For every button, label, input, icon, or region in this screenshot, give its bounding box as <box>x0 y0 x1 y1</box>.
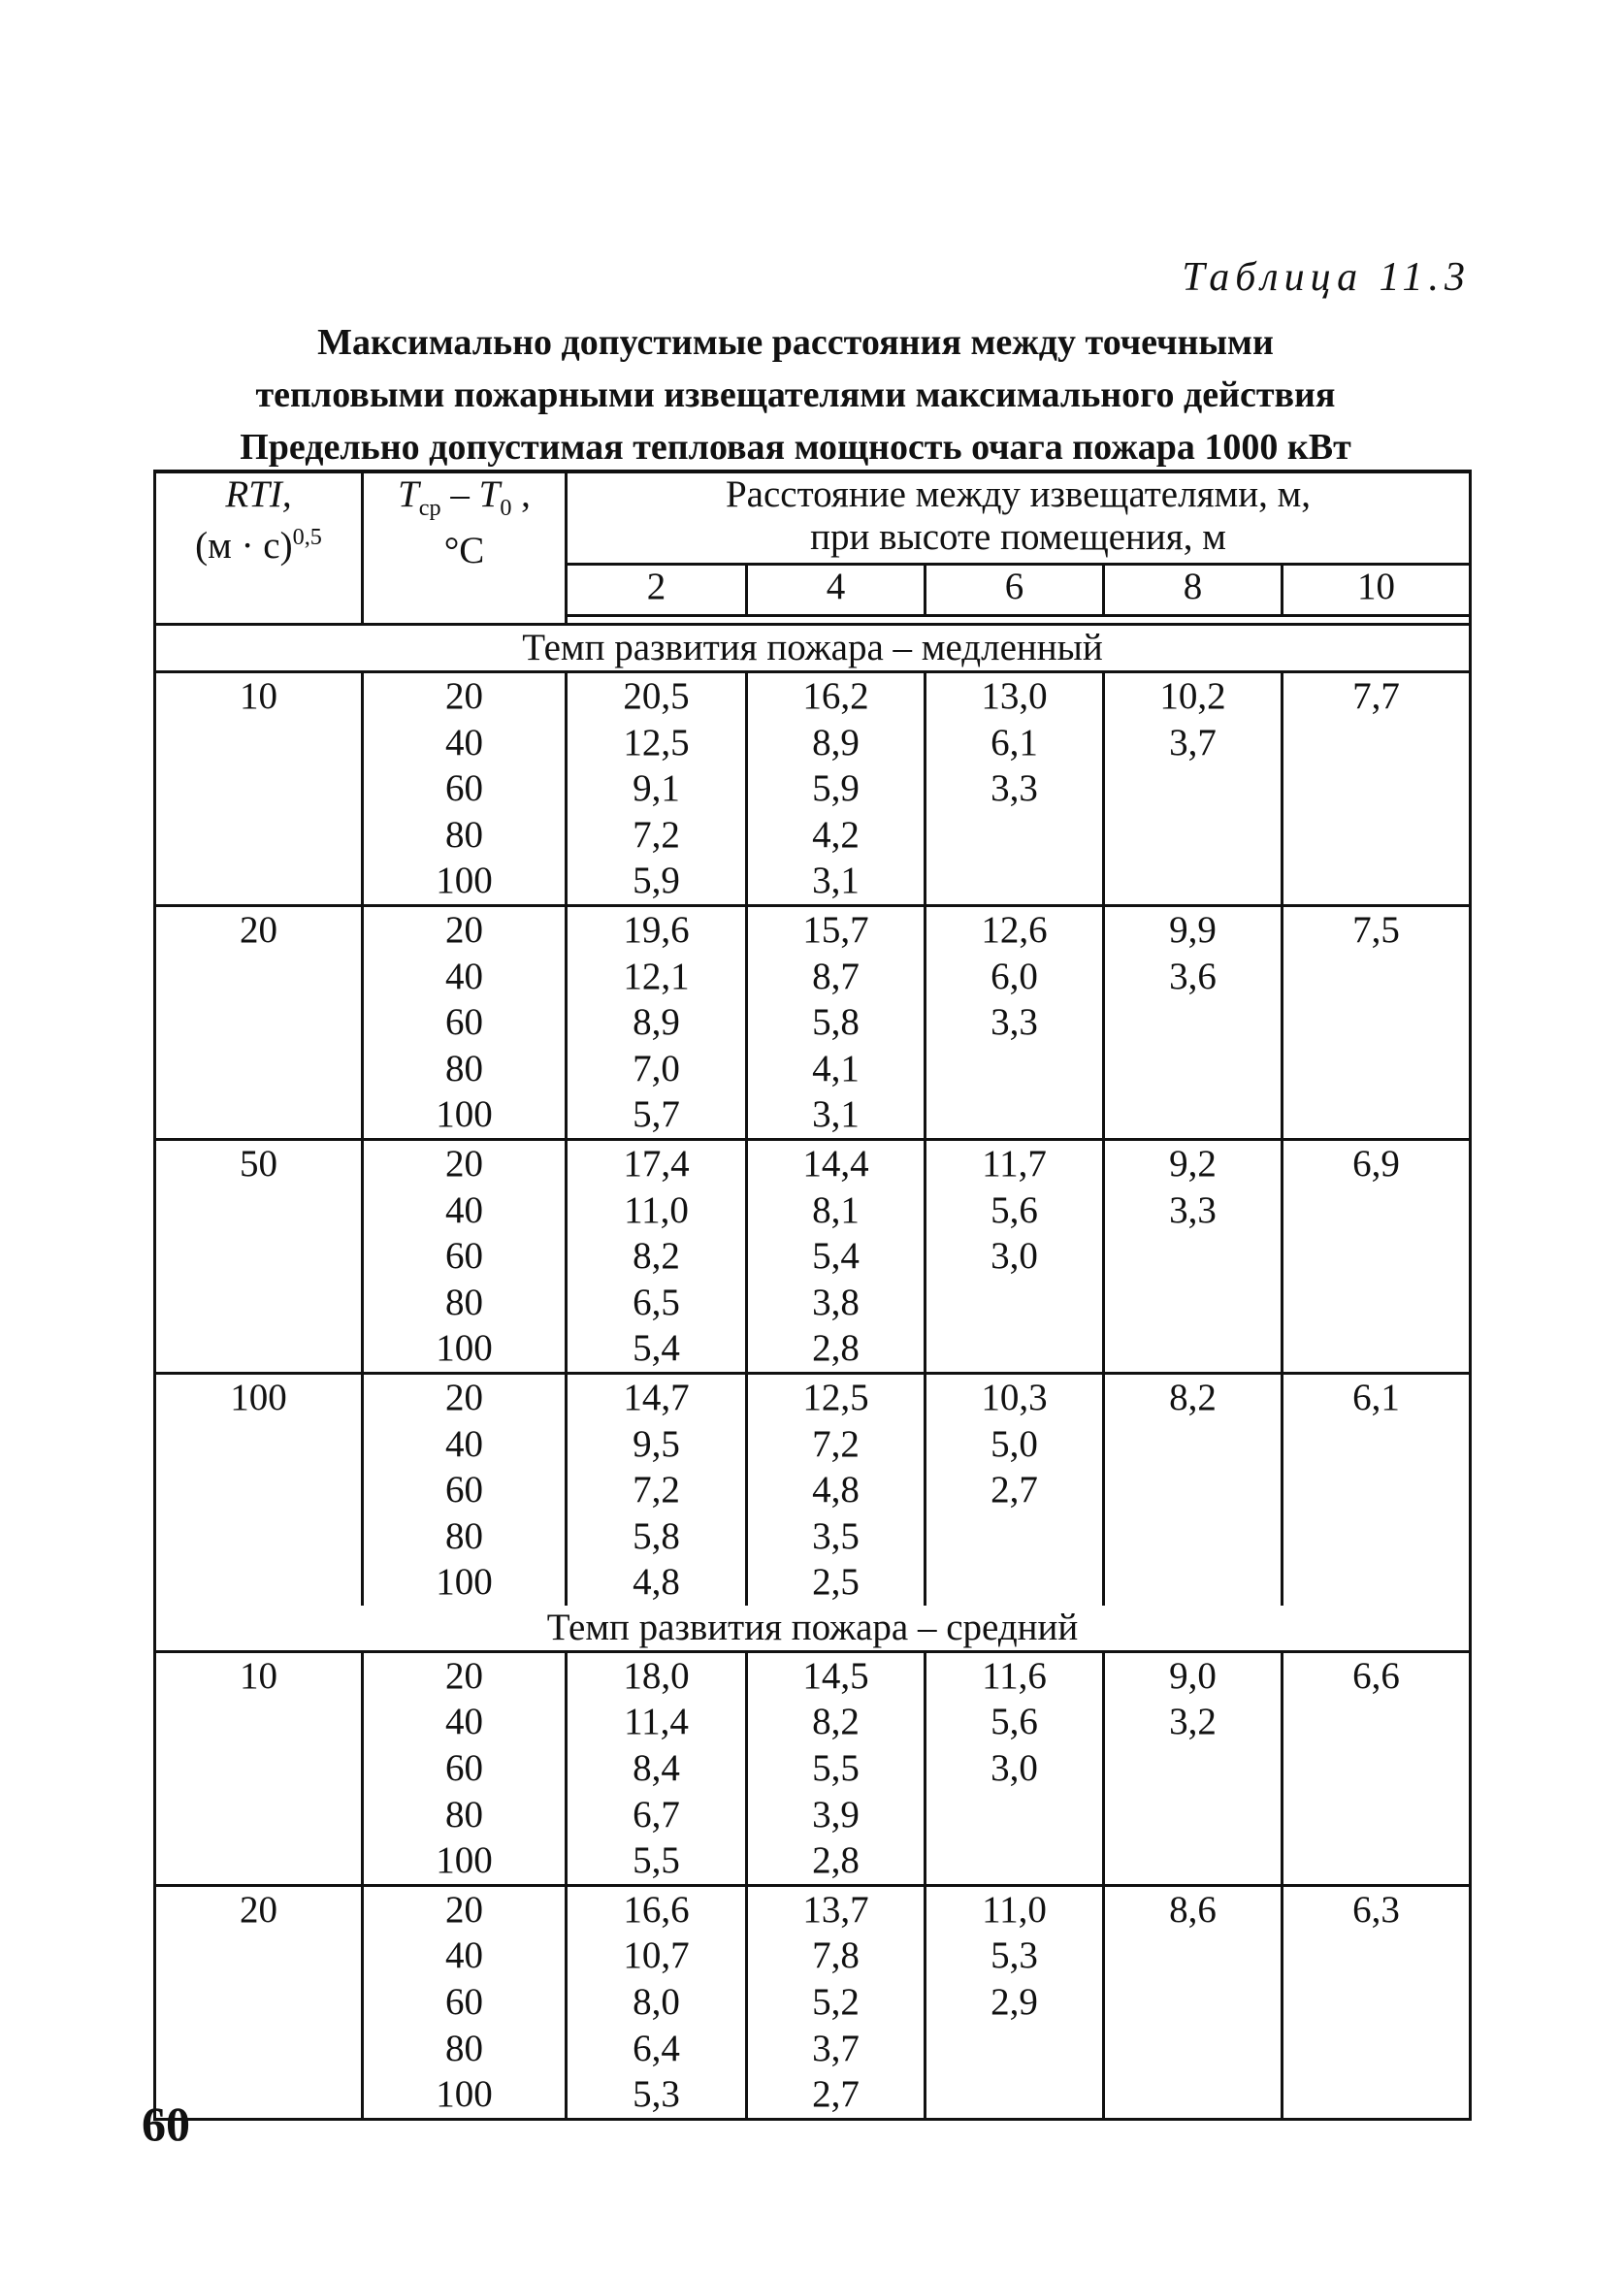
distance-table <box>153 470 1472 2121</box>
page-number: 60 <box>142 2096 190 2151</box>
gap-cell <box>567 616 1471 625</box>
height-10: 10 <box>1283 565 1471 616</box>
gap-cell <box>363 616 567 625</box>
rti-value: 20 <box>240 1888 277 1931</box>
table-heading <box>146 316 1445 473</box>
distance-value: 11,6 <box>982 1654 1047 1697</box>
distance-value: 8,6 <box>1169 1888 1217 1931</box>
distance-value: 9,2 <box>1169 1142 1217 1185</box>
distance-value: 5,3 <box>633 2073 680 2116</box>
distance-value: 20,5 <box>623 675 690 717</box>
distance-value: 2,5 <box>812 1561 860 1604</box>
rti-cell <box>155 1651 363 1885</box>
distance-value <box>1105 1091 1281 1138</box>
distance-cell <box>567 1373 747 1605</box>
temp-value: 80 <box>445 1514 483 1557</box>
temp-diff-formula: $T_{ср} - T_0$ , <box>398 473 531 521</box>
temp-value: 80 <box>445 1281 483 1323</box>
distance-cell <box>1104 1139 1283 1373</box>
distance-value <box>1283 1745 1469 1792</box>
distance-value: 5,4 <box>633 1327 680 1370</box>
distance-value: 6,1 <box>1352 1376 1400 1418</box>
section-title: Темп развития пожара – медленный <box>155 625 1471 672</box>
distance-value: 3,3 <box>991 767 1038 810</box>
distance-value <box>1283 1792 1469 1838</box>
distance-value: 14,4 <box>802 1142 869 1185</box>
distance-value: 2,9 <box>991 1981 1038 2024</box>
table-row <box>155 672 1471 906</box>
distance-cell <box>747 1139 926 1373</box>
distance-line-2: при высоте помещения, м <box>810 516 1226 558</box>
distance-value: 10,2 <box>1159 675 1226 717</box>
temp-value: 20 <box>445 908 483 951</box>
temp-cell <box>363 1885 567 2119</box>
distance-value: 3,7 <box>812 2027 860 2069</box>
distance-value: 14,5 <box>802 1654 869 1697</box>
distance-line-1: Расстояние между извещателями, м, <box>725 473 1311 515</box>
distance-cell <box>1283 905 1471 1139</box>
temp-cell <box>363 1651 567 1885</box>
distance-value: 7,2 <box>633 813 680 856</box>
distance-value: 5,7 <box>633 1093 680 1136</box>
rti-value: 100 <box>230 1376 287 1418</box>
distance-value: 15,7 <box>802 908 869 951</box>
distance-cell <box>1104 1373 1283 1605</box>
distance-value <box>1283 1187 1469 1234</box>
distance-value <box>1105 1837 1281 1884</box>
header-temp-diff <box>363 471 567 616</box>
distance-value <box>1283 2071 1469 2118</box>
distance-value: 8,1 <box>812 1188 860 1231</box>
distance-value <box>1105 1325 1281 1372</box>
distance-value <box>1283 1559 1469 1606</box>
distance-value <box>1105 1233 1281 1280</box>
distance-value <box>1283 1325 1469 1372</box>
distance-value: 12,5 <box>802 1376 869 1418</box>
distance-value <box>1283 1979 1469 2026</box>
distance-value <box>1105 1513 1281 1560</box>
temp-value: 20 <box>445 1376 483 1418</box>
distance-value: 10,7 <box>623 1934 690 1977</box>
temp-value: 60 <box>445 1469 483 1511</box>
distance-cell <box>926 1651 1104 1885</box>
distance-value <box>926 1091 1102 1138</box>
distance-value <box>1105 858 1281 904</box>
header-distance <box>567 471 1471 565</box>
rti-cell <box>155 1373 363 1605</box>
rti-value: 10 <box>240 675 277 717</box>
distance-cell <box>1104 672 1283 906</box>
distance-value: 3,1 <box>812 1093 860 1136</box>
distance-cell <box>926 1139 1104 1373</box>
distance-value <box>1283 1091 1469 1138</box>
distance-value <box>1283 1421 1469 1468</box>
rti-label: RTI, <box>225 473 292 515</box>
distance-value: 11,7 <box>982 1142 1047 1185</box>
distance-value <box>926 1837 1102 1884</box>
table-row <box>155 1651 1471 1885</box>
distance-value <box>1283 999 1469 1046</box>
distance-value: 9,5 <box>633 1422 680 1465</box>
section-row <box>155 625 1471 672</box>
distance-value: 16,2 <box>802 675 869 717</box>
distance-value <box>926 858 1102 904</box>
distance-value: 3,3 <box>1169 1188 1217 1231</box>
distance-value <box>1105 1933 1281 1979</box>
distance-cell <box>1104 1651 1283 1885</box>
distance-value: 5,0 <box>991 1422 1038 1465</box>
temp-value: 40 <box>445 1701 483 1743</box>
distance-value: 6,7 <box>633 1793 680 1836</box>
table-number: Таблица 11.3 <box>1182 255 1471 300</box>
distance-value: 5,8 <box>812 1001 860 1044</box>
distance-value <box>1283 2026 1469 2072</box>
temp-value: 100 <box>436 860 493 902</box>
distance-cell <box>567 1885 747 2119</box>
distance-value <box>1105 1745 1281 1792</box>
distance-value <box>1283 1467 1469 1513</box>
distance-value: 5,9 <box>633 860 680 902</box>
temp-value: 100 <box>436 1839 493 1882</box>
distance-value <box>1283 1513 1469 1560</box>
temp-value: 80 <box>445 813 483 856</box>
temp-value: 40 <box>445 1934 483 1977</box>
distance-value: 6,6 <box>1352 1654 1400 1697</box>
distance-value: 3,2 <box>1169 1701 1217 1743</box>
distance-cell <box>926 1885 1104 2119</box>
distance-value: 16,6 <box>623 1888 690 1931</box>
rti-value: 20 <box>240 908 277 951</box>
distance-value: 19,6 <box>623 908 690 951</box>
distance-value <box>1105 1421 1281 1468</box>
distance-value <box>1283 720 1469 766</box>
distance-value: 5,8 <box>633 1514 680 1557</box>
rti-value: 10 <box>240 1654 277 1697</box>
distance-value <box>1105 1979 1281 2026</box>
height-8: 8 <box>1104 565 1283 616</box>
distance-value: 8,0 <box>633 1981 680 2024</box>
distance-cell <box>567 905 747 1139</box>
distance-cell <box>1283 1651 1471 1885</box>
distance-value: 3,3 <box>991 1001 1038 1044</box>
rti-cell <box>155 905 363 1139</box>
table-row <box>155 1885 1471 2119</box>
distance-value: 13,7 <box>802 1888 869 1931</box>
header-rti <box>155 471 363 616</box>
distance-value <box>926 812 1102 859</box>
distance-value: 7,0 <box>633 1047 680 1089</box>
distance-value: 8,4 <box>633 1747 680 1790</box>
table-row <box>155 905 1471 1139</box>
distance-cell <box>1283 1139 1471 1373</box>
section-row <box>155 1606 1471 1652</box>
distance-value: 6,0 <box>991 955 1038 997</box>
distance-value: 18,0 <box>623 1654 690 1697</box>
temp-value: 100 <box>436 1327 493 1370</box>
temp-value: 20 <box>445 1654 483 1697</box>
distance-value: 3,1 <box>812 860 860 902</box>
distance-value: 9,1 <box>633 767 680 810</box>
temp-cell <box>363 905 567 1139</box>
distance-cell <box>747 672 926 906</box>
distance-value <box>1105 1280 1281 1326</box>
distance-value: 3,8 <box>812 1281 860 1323</box>
distance-value <box>1105 765 1281 812</box>
distance-value: 4,8 <box>633 1561 680 1604</box>
temp-value: 60 <box>445 1981 483 2024</box>
distance-value: 8,7 <box>812 955 860 997</box>
distance-cell <box>747 905 926 1139</box>
distance-value: 5,2 <box>812 1981 860 2024</box>
distance-value <box>1283 812 1469 859</box>
distance-value <box>1283 1233 1469 1280</box>
rti-value: 50 <box>240 1142 277 1185</box>
temp-value: 60 <box>445 1747 483 1790</box>
distance-value <box>926 1046 1102 1092</box>
temp-value: 100 <box>436 1093 493 1136</box>
distance-value: 5,9 <box>812 767 860 810</box>
distance-value: 8,9 <box>633 1001 680 1044</box>
distance-value: 5,6 <box>991 1188 1038 1231</box>
distance-value <box>926 1792 1102 1838</box>
temp-cell <box>363 672 567 906</box>
distance-value <box>1105 999 1281 1046</box>
distance-cell <box>926 1373 1104 1605</box>
distance-value: 11,0 <box>982 1888 1047 1931</box>
distance-value: 13,0 <box>981 675 1048 717</box>
distance-value: 3,7 <box>1169 721 1217 764</box>
distance-value: 4,1 <box>812 1047 860 1089</box>
rti-cell <box>155 1139 363 1373</box>
distance-value: 17,4 <box>623 1142 690 1185</box>
distance-value: 10,3 <box>981 1376 1048 1418</box>
distance-value: 5,3 <box>991 1934 1038 1977</box>
table-row <box>155 1373 1471 1605</box>
distance-value <box>1283 1699 1469 1745</box>
distance-cell <box>926 672 1104 906</box>
distance-value: 12,6 <box>981 908 1048 951</box>
distance-value: 7,2 <box>812 1422 860 1465</box>
distance-value: 4,2 <box>812 813 860 856</box>
distance-value: 7,8 <box>812 1934 860 1977</box>
distance-value: 3,0 <box>991 1235 1038 1278</box>
distance-value: 3,9 <box>812 1793 860 1836</box>
distance-value: 14,7 <box>623 1376 690 1418</box>
distance-cell <box>1104 1885 1283 2119</box>
rti-cell <box>155 1885 363 2119</box>
distance-value: 5,5 <box>812 1747 860 1790</box>
distance-value <box>1283 1280 1469 1326</box>
distance-value: 6,3 <box>1352 1888 1400 1931</box>
distance-value: 3,5 <box>812 1514 860 1557</box>
temp-cell <box>363 1373 567 1605</box>
temp-unit: °C <box>443 529 485 571</box>
distance-value <box>926 2026 1102 2072</box>
distance-value: 2,7 <box>991 1469 1038 1511</box>
distance-value: 8,2 <box>812 1701 860 1743</box>
temp-value: 100 <box>436 1561 493 1604</box>
temp-value: 40 <box>445 1188 483 1231</box>
temp-value: 60 <box>445 1235 483 1278</box>
distance-value: 2,8 <box>812 1839 860 1882</box>
gap-cell <box>155 616 363 625</box>
temp-value: 20 <box>445 1142 483 1185</box>
distance-value <box>926 1513 1102 1560</box>
distance-value <box>926 1559 1102 1606</box>
distance-value: 7,5 <box>1352 908 1400 951</box>
distance-value: 8,2 <box>1169 1376 1217 1418</box>
temp-value: 40 <box>445 1422 483 1465</box>
distance-cell <box>1283 1885 1471 2119</box>
distance-value <box>1105 1559 1281 1606</box>
distance-cell <box>567 1139 747 1373</box>
distance-value: 2,7 <box>812 2073 860 2116</box>
temp-value: 40 <box>445 955 483 997</box>
temp-cell <box>363 1139 567 1373</box>
distance-value <box>1283 765 1469 812</box>
distance-cell <box>1283 672 1471 906</box>
distance-value <box>1105 1046 1281 1092</box>
distance-value: 7,2 <box>633 1469 680 1511</box>
distance-cell <box>1104 905 1283 1139</box>
distance-cell <box>747 1651 926 1885</box>
distance-value <box>1105 1792 1281 1838</box>
rti-cell <box>155 672 363 906</box>
distance-value: 12,5 <box>623 721 690 764</box>
distance-cell <box>747 1373 926 1605</box>
distance-value <box>1105 1467 1281 1513</box>
distance-cell <box>1283 1373 1471 1605</box>
distance-value: 3,0 <box>991 1747 1038 1790</box>
distance-value: 7,7 <box>1352 675 1400 717</box>
distance-value <box>1283 858 1469 904</box>
height-2: 2 <box>567 565 747 616</box>
distance-value <box>926 1280 1102 1326</box>
distance-value: 8,9 <box>812 721 860 764</box>
distance-cell <box>926 905 1104 1139</box>
temp-value: 40 <box>445 721 483 764</box>
heading-line-3: Предельно допустимая тепловая мощность очага пожара 1000 кВт <box>240 427 1351 468</box>
temp-value: 80 <box>445 1793 483 1836</box>
temp-value: 60 <box>445 1001 483 1044</box>
distance-value <box>1105 2071 1281 2118</box>
distance-value: 4,8 <box>812 1469 860 1511</box>
distance-cell <box>567 1651 747 1885</box>
distance-value <box>926 2071 1102 2118</box>
heading-line-1: Максимально допустимые расстояния между точечными <box>317 322 1274 363</box>
section-title: Темп развития пожара – средний <box>155 1606 1471 1652</box>
distance-value: 6,9 <box>1352 1142 1400 1185</box>
distance-value: 11,0 <box>624 1188 689 1231</box>
distance-value: 6,4 <box>633 2027 680 2069</box>
distance-cell <box>747 1885 926 2119</box>
temp-value: 60 <box>445 767 483 810</box>
distance-value: 3,6 <box>1169 955 1217 997</box>
temp-value: 80 <box>445 1047 483 1089</box>
temp-value: 20 <box>445 675 483 717</box>
height-4: 4 <box>747 565 926 616</box>
rti-unit: $(м \cdot с)^{0,5}$ <box>195 524 322 567</box>
distance-value: 5,6 <box>991 1701 1038 1743</box>
distance-value: 5,5 <box>633 1839 680 1882</box>
temp-value: 80 <box>445 2027 483 2069</box>
distance-value <box>1105 812 1281 859</box>
distance-value: 6,5 <box>633 1281 680 1323</box>
height-6: 6 <box>926 565 1104 616</box>
distance-value: 6,1 <box>991 721 1038 764</box>
distance-value: 8,2 <box>633 1235 680 1278</box>
distance-value <box>926 1325 1102 1372</box>
distance-value: 11,4 <box>624 1701 689 1743</box>
distance-value: 9,0 <box>1169 1654 1217 1697</box>
table-row <box>155 1139 1471 1373</box>
distance-value <box>1283 1933 1469 1979</box>
distance-value <box>1105 2026 1281 2072</box>
distance-value <box>1283 1837 1469 1884</box>
distance-cell <box>567 672 747 906</box>
distance-value <box>1283 1046 1469 1092</box>
distance-value <box>1283 954 1469 1000</box>
distance-value: 5,4 <box>812 1235 860 1278</box>
distance-value: 12,1 <box>623 955 690 997</box>
heading-line-2: тепловыми пожарными извещателями максимального действия <box>255 374 1336 415</box>
temp-value: 100 <box>436 2073 493 2116</box>
distance-value: 2,8 <box>812 1327 860 1370</box>
distance-value: 9,9 <box>1169 908 1217 951</box>
temp-value: 20 <box>445 1888 483 1931</box>
